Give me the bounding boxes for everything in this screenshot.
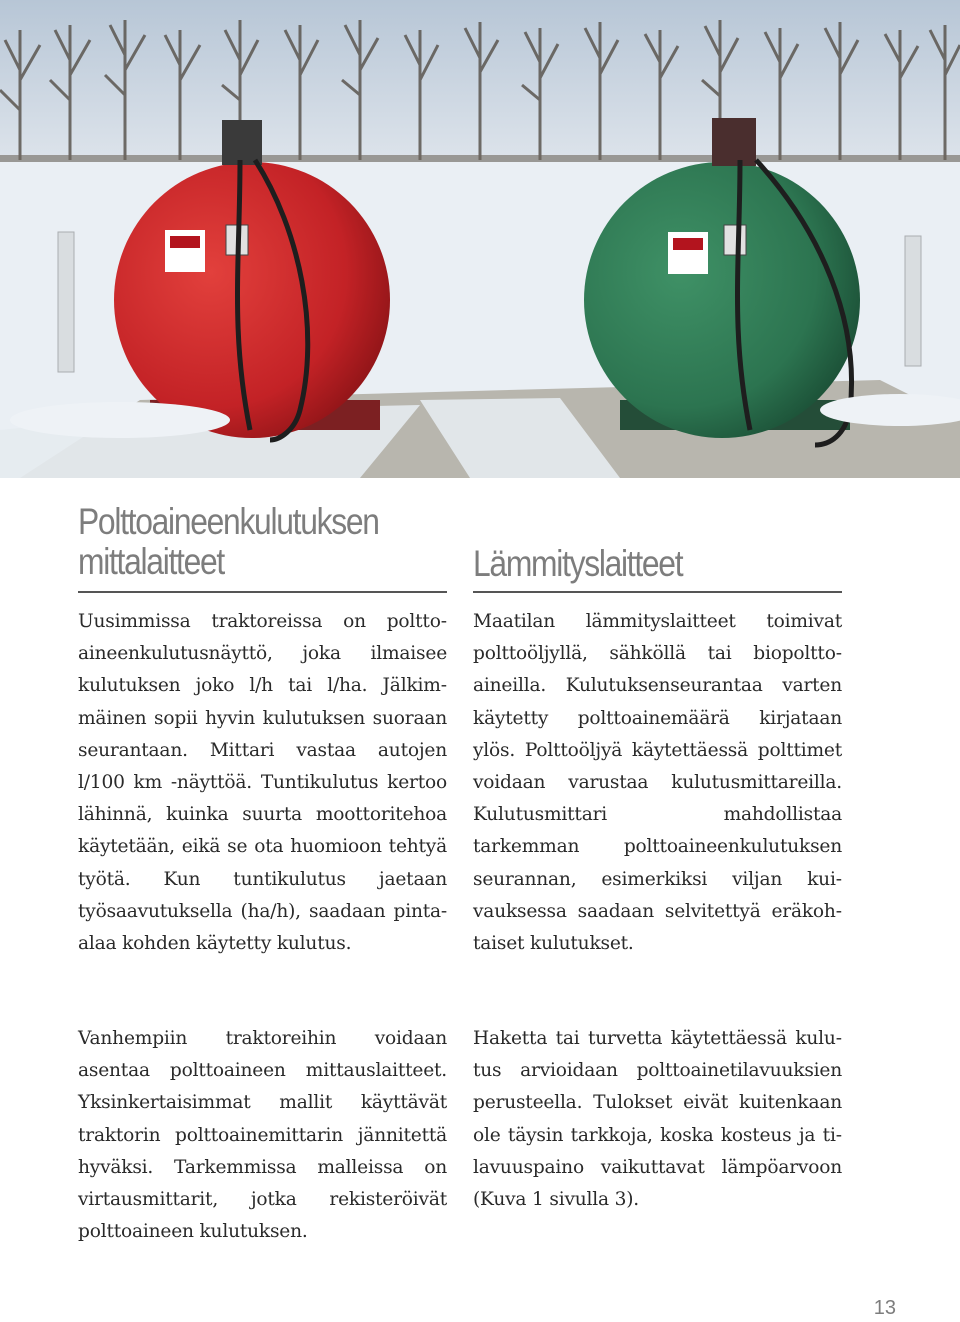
paragraph-heating-2: Haketta tai turvetta käytettäessä kulutus arvioidaan polttoainetilavuuksien perusteella. Tulokset eivät kuitenkaan ole täysin tarkkoja, koska kosteus ja tilavuuspaino vaikuttavat lämpöarvoon (Kuva 1 sivulla 3). — [473, 1028, 842, 1211]
heading-line-1: Polttoaineenkulutuksen — [78, 501, 379, 542]
paragraph-heating-1: Maatilan lämmityslaitteet toimivat polttoöljyllä, sähköllä tai biopolttoaineilla. Kulutuksenseurantaa varten käytetty polttoainemäärä kirjataan ylös. Polttoöljyä käytettäessä polttimet voidaan varustaa kulutusmittareilla. Kulutusmittari mahdollistaa tarkemman polttoaineenkulutuksen seurannan, esimerkiksi viljan kuivauksessa saadaan selvitettyä eräkohtaiset kulutukset. — [473, 611, 842, 955]
page-number: 13 — [873, 1297, 896, 1319]
paragraph-fuel-meters-2: Vanhempiin traktoreihin voidaan asentaa polttoaineen mittauslaitteet. Yksinkertaisimmat mallit käyttävät traktorin polttoainemittarin jännitettä hyväksi. Tarkemmissa malleissa on virtausmittarit, jotka rekisteröivät polttoaineen kulutuksen. — [78, 1028, 447, 1243]
section-heading-heating: Lämmityslaitteet — [473, 543, 683, 584]
heading-line-2: mittalaitteet — [78, 541, 224, 582]
heading-divider-left — [78, 591, 447, 593]
paragraph-fuel-meters-1: Uusimmissa traktoreissa on polttoaineenkulutusnäyttö, joka ilmaisee kulutuksen joko l/h tai l/ha. Jälkimmäinen sopii hyvin kulutuksen suoraan seurantaan. Mittari vastaa autojen l/100 km -näyttöä. Tuntikulutus kertoo lähinnä, kuinka suurta moottoritehoa käytetään, eikä se ota huomioon tehtyä työtä. Kun tuntikulutus jaetaan työsaavutuksella (ha/h), saadaan pinta-alaa kohden käytetty kulutus. — [78, 611, 447, 955]
fuel-tanks-photo — [0, 0, 960, 478]
heading-divider-right — [473, 591, 842, 593]
section-heading-fuel-meters — [78, 502, 379, 582]
